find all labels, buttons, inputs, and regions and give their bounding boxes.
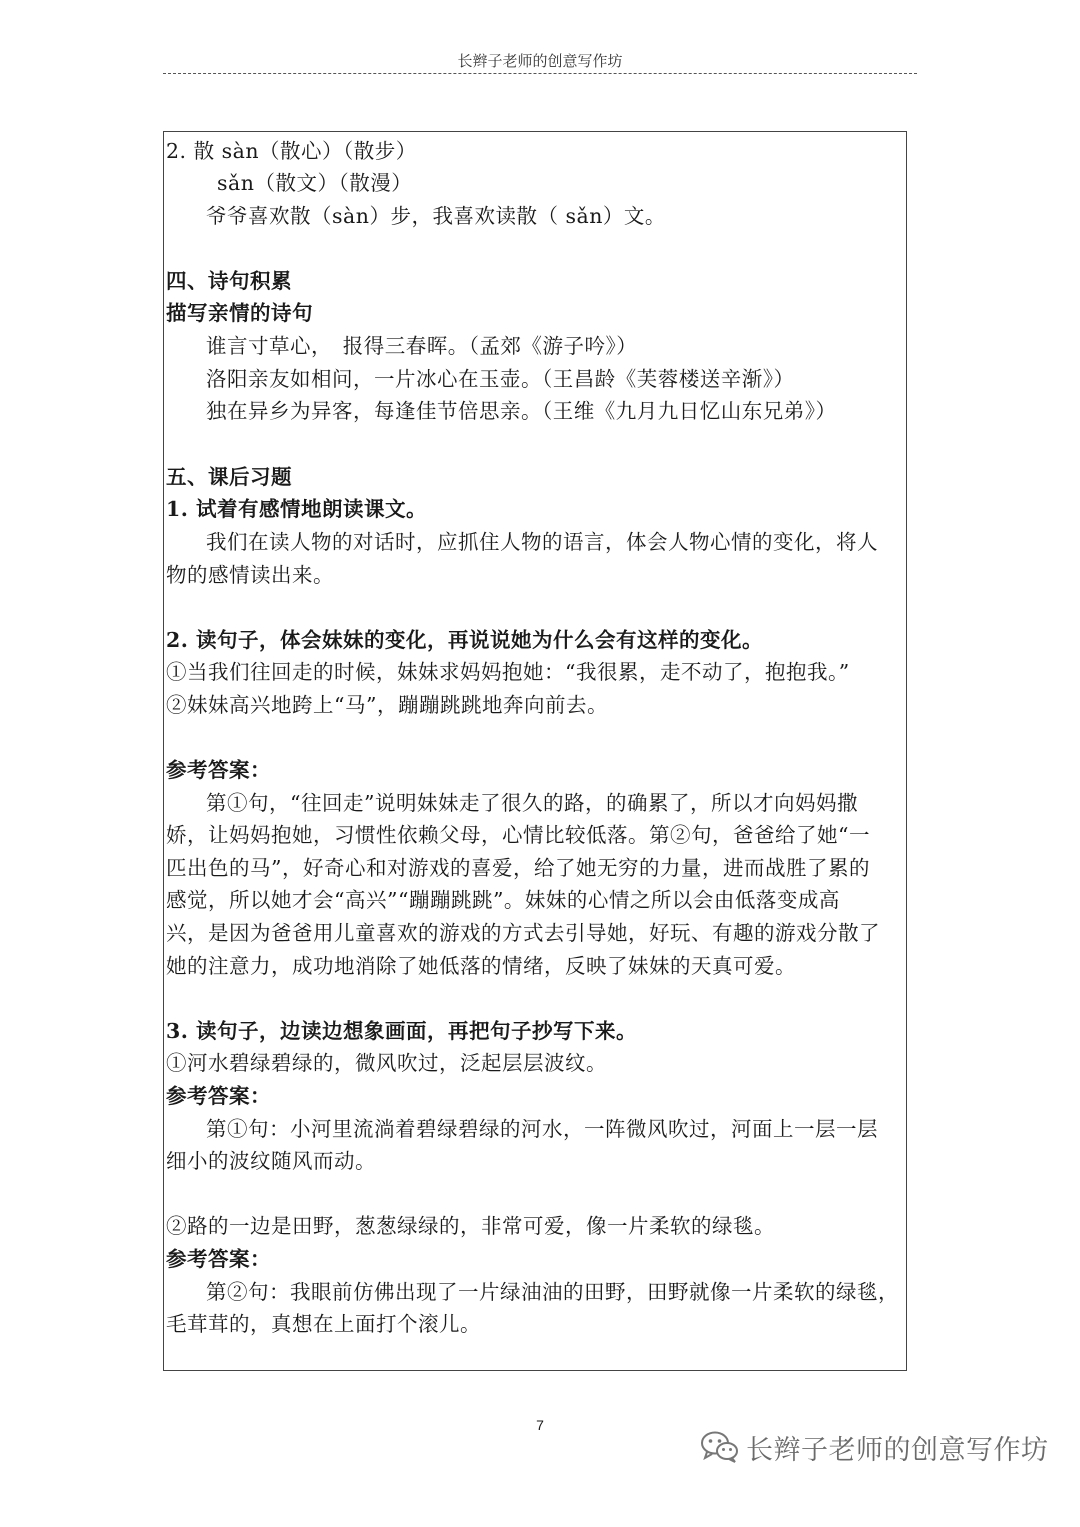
text-line: 娇，让妈妈抱她，习惯性依赖父母，心情比较低落。第②句，爸爸给了她“一: [166, 823, 870, 847]
text-line: 物的感情读出来。: [166, 563, 334, 587]
wechat-icon: [700, 1430, 740, 1464]
content-box: [163, 131, 907, 1371]
question-heading: 1. 试着有感情地朗读课文。: [166, 497, 428, 521]
text-line: 细小的波纹随风而动。: [166, 1149, 376, 1173]
header-divider: [163, 73, 917, 74]
text-line: 爷爷喜欢散（sàn）步，我喜欢读散（ sǎn）文。: [206, 204, 666, 228]
text-line: 第①句：小河里流淌着碧绿碧绿的河水，一阵微风吹过，河面上一层一层: [206, 1117, 878, 1141]
text-line: 匹出色的马”，好奇心和对游戏的喜爱，给了她无穷的力量，进而战胜了累的: [166, 856, 870, 880]
page-number: 7: [536, 1417, 544, 1433]
text-line: 洛阳亲友如相问，一片冰心在玉壶。（王昌龄《芙蓉楼送辛渐》）: [206, 367, 795, 391]
text-line: sǎn（散文）（散漫）: [217, 171, 413, 195]
answer-label: 参考答案：: [166, 1247, 271, 1271]
text-line: ②路的一边是田野，葱葱绿绿的，非常可爱，像一片柔软的绿毯。: [166, 1214, 775, 1238]
text-line: ②妹妹高兴地跨上“马”，蹦蹦跳跳地奔向前去。: [166, 693, 608, 717]
text-line: 第②句：我眼前仿佛出现了一片绿油油的田野，田野就像一片柔软的绿毯，: [206, 1280, 899, 1304]
answer-label: 参考答案：: [166, 758, 271, 782]
text-line: 感觉，所以她才会“高兴”“蹦蹦跳跳”。妹妹的心情之所以会由低落变成高: [166, 888, 840, 912]
answer-label: 参考答案：: [166, 1084, 271, 1108]
watermark: [700, 1427, 1049, 1467]
section-heading: 五、课后习题: [166, 465, 292, 489]
text-line: 她的注意力，成功地消除了她低落的情绪，反映了妹妹的天真可爱。: [166, 954, 796, 978]
text-line: 毛茸茸的，真想在上面打个滚儿。: [166, 1312, 481, 1336]
question-heading: 2. 读句子，体会妹妹的变化，再说说她为什么会有这样的变化。: [166, 628, 764, 652]
text-line: 兴，是因为爸爸用儿童喜欢的游戏的方式去引导她，好玩、有趣的游戏分散了: [166, 921, 880, 945]
text-line: ①当我们往回走的时候，妹妹求妈妈抱她：“我很累，走不动了，抱抱我。”: [166, 660, 850, 684]
text-line: 我们在读人物的对话时，应抓住人物的语言，体会人物心情的变化，将人: [206, 530, 878, 554]
section-heading: 四、诗句积累: [166, 269, 292, 293]
text-line: 第①句，“往回走”说明妹妹走了很久的路，的确累了，所以才向妈妈撒: [206, 791, 858, 815]
subheading: 描写亲情的诗句: [166, 301, 313, 325]
question-heading: 3. 读句子，边读边想象画面，再把句子抄写下来。: [166, 1019, 638, 1043]
header-title: 长辫子老师的创意写作坊: [457, 52, 623, 70]
watermark-text: 长辫子老师的创意写作坊: [746, 1434, 1049, 1466]
text-line: 谁言寸草心， 报得三春晖。（孟郊《游子吟》）: [206, 334, 638, 358]
text-line: 独在异乡为异客，每逢佳节倍思亲。（王维《九月九日忆山东兄弟》）: [206, 399, 837, 423]
text-line: ①河水碧绿碧绿的，微风吹过，泛起层层波纹。: [166, 1051, 607, 1075]
text-line: 2. 散 sàn（散心）（散步）: [166, 139, 417, 163]
